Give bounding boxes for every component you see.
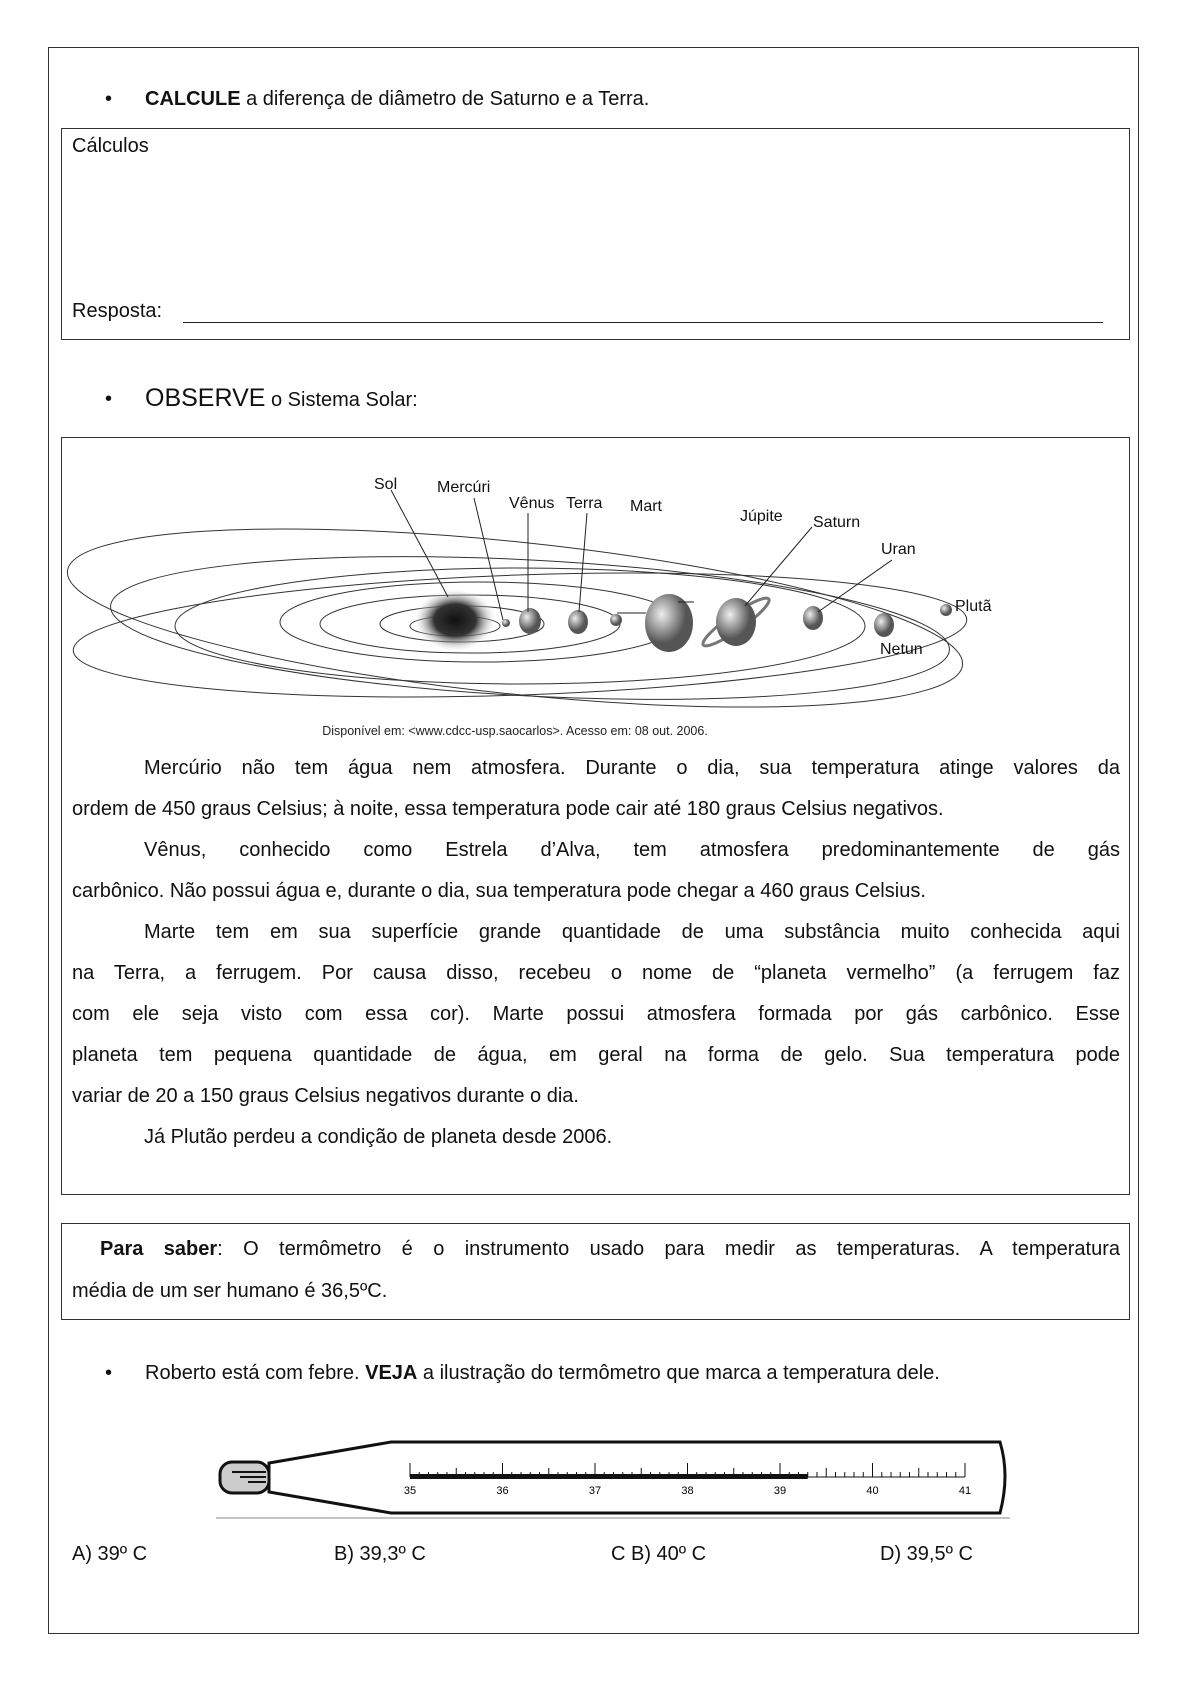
label-urano: Uran xyxy=(881,541,916,558)
text-line: Já Plutão perdeu a condição de planeta desde 2006. xyxy=(144,1126,613,1148)
scale-label: 36 xyxy=(496,1485,509,1497)
label-mercurio: Mercúri xyxy=(437,479,491,496)
bullet-calcule: • xyxy=(105,88,113,110)
option-a[interactable]: A) 39º C xyxy=(72,1543,148,1565)
mercury-icon xyxy=(502,619,510,627)
answer-label: Resposta: xyxy=(72,300,163,322)
option-c[interactable]: C B) 40º C xyxy=(611,1543,707,1565)
question-text: a ilustração do termômetro que marca a temperatura dele. xyxy=(417,1362,940,1384)
label-sol: Sol xyxy=(374,476,398,493)
scale-label: 41 xyxy=(958,1485,972,1497)
venus-icon xyxy=(519,608,541,634)
text-line: carbônico. Não possui água e, durante o dia, sua temperatura pode chegar a 460 graus Celsius. xyxy=(72,880,926,902)
jupiter-icon xyxy=(645,594,693,652)
orbit xyxy=(60,495,971,740)
text-line: Vênus, conhecido como Estrela d’Alva, tem atmosfera predominantemente de gás xyxy=(144,839,1120,861)
para-saber-line xyxy=(100,1238,1120,1261)
para-saber-text: : O termômetro é o instrumento usado para medir as temperaturas. A temperatura xyxy=(217,1238,1120,1260)
text-line: na Terra, a ferrugem. Por causa disso, recebeu o nome de “planeta vermelho” (a ferrugem faz xyxy=(72,962,1120,984)
label-netuno: Netun xyxy=(880,641,923,658)
scale-label: 35 xyxy=(403,1485,417,1497)
text-line: Marte tem em sua superfície grande quantidade de uma substância muito conhecida aqui xyxy=(144,921,1120,943)
question-veja xyxy=(145,1362,940,1385)
mars-icon xyxy=(610,614,622,626)
orbit xyxy=(71,559,969,710)
solar-system-figure xyxy=(0,0,1190,760)
verb: VEJA xyxy=(365,1362,418,1384)
option-d[interactable]: D) 39,5º C xyxy=(880,1543,973,1565)
text-line: com ele seja visto com essa cor). Marte possui atmosfera formada por gás carbônico. Esse xyxy=(72,1003,1120,1025)
figure-caption: Disponível em: <www.cdcc-usp.saocarlos>. Acesso em: 08 out. 2006. xyxy=(322,724,708,738)
mercury-column xyxy=(410,1474,808,1479)
question-text: o Sistema Solar: xyxy=(265,389,418,411)
calc-label: Cálculos xyxy=(72,135,149,157)
verb: OBSERVE xyxy=(145,384,266,412)
scale-label: 38 xyxy=(681,1485,694,1497)
pluto-icon xyxy=(940,604,952,616)
label-jupiter: Júpite xyxy=(740,508,783,525)
text-line: Mercúrio não tem água nem atmosfera. Durante o dia, sua temperatura atinge valores da xyxy=(144,757,1120,779)
para-saber-title: Para saber xyxy=(100,1238,218,1260)
text-line: planeta tem pequena quantidade de água, em geral na forma de gelo. Sua temperatura pode xyxy=(72,1044,1120,1066)
thermometer-figure xyxy=(0,1420,1190,1530)
scale-label: 39 xyxy=(773,1485,787,1497)
question-text: Roberto está com febre. xyxy=(145,1362,366,1384)
bullet-observe: • xyxy=(105,388,113,410)
scale-label: 37 xyxy=(588,1485,602,1497)
label-saturno: Saturn xyxy=(813,514,861,531)
label-terra: Terra xyxy=(566,495,603,512)
earth-icon xyxy=(568,610,588,634)
uranus-icon xyxy=(803,606,823,630)
option-b[interactable]: B) 39,3º C xyxy=(334,1543,426,1565)
text-line: ordem de 450 graus Celsius; à noite, essa temperatura pode cair até 180 graus Celsius negativos. xyxy=(72,798,944,820)
question-text: a diferença de diâmetro de Saturno e a Terra. xyxy=(240,88,650,110)
scale-label: 40 xyxy=(866,1485,879,1497)
verb: CALCULE xyxy=(145,88,241,110)
sun-icon xyxy=(413,588,497,652)
label-marte: Mart xyxy=(630,498,662,515)
neptune-icon xyxy=(874,613,894,637)
text-line: variar de 20 a 150 graus Celsius negativos durante o dia. xyxy=(72,1085,579,1107)
saturn-icon xyxy=(699,593,774,652)
label-venus: Vênus xyxy=(509,495,555,512)
label-plutao: Plutã xyxy=(955,598,992,615)
para-saber-line-2: média de um ser humano é 36,5ºC. xyxy=(72,1280,388,1302)
bullet-veja: • xyxy=(105,1362,113,1384)
